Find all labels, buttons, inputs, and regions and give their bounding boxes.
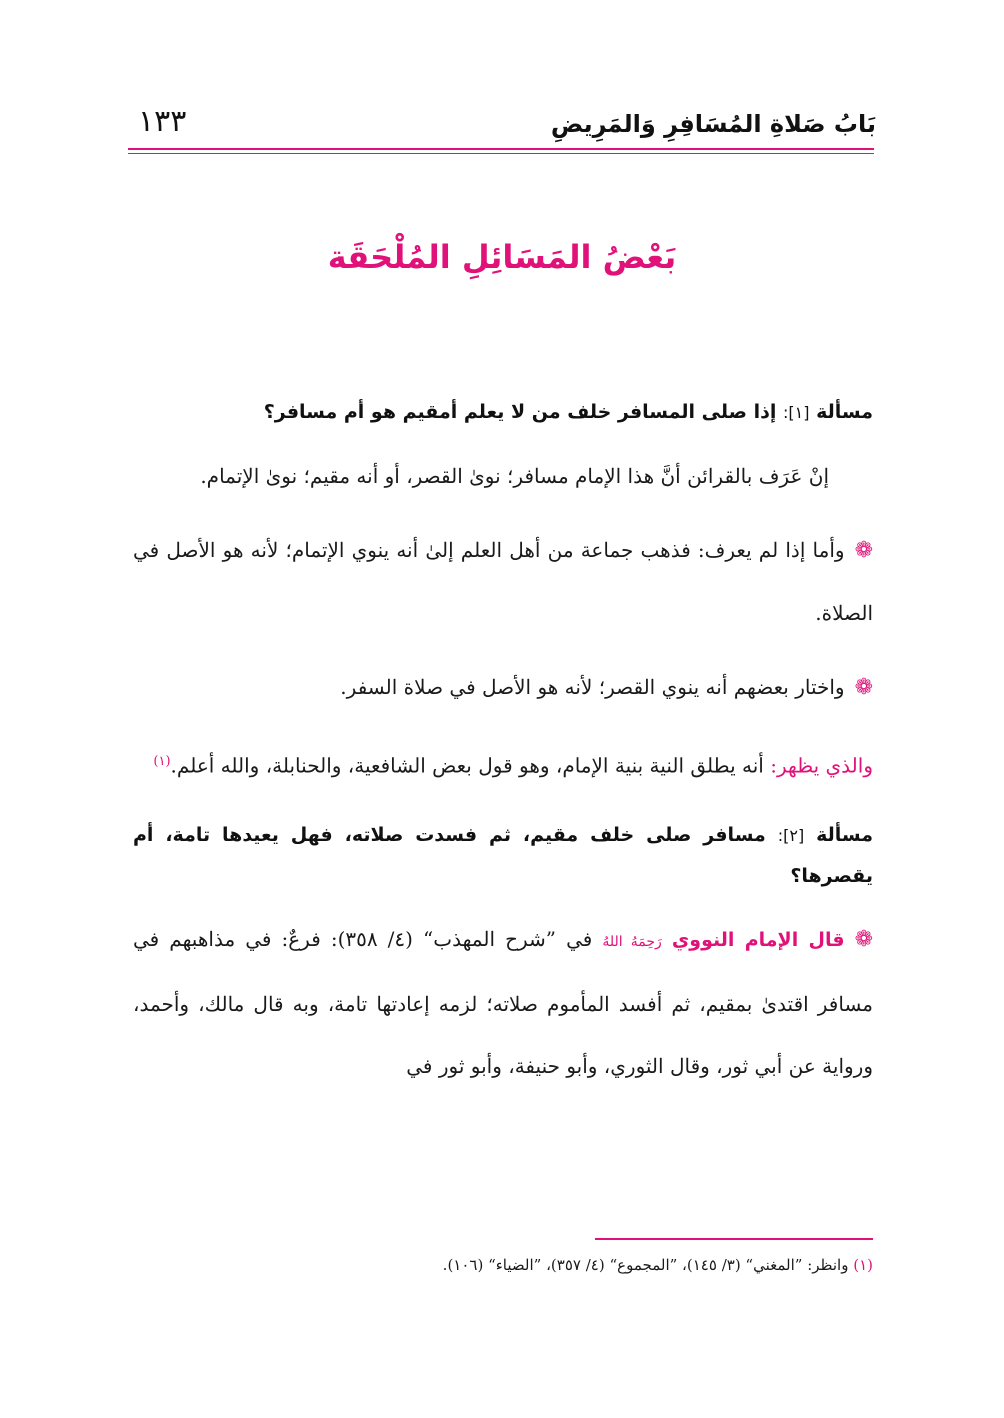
quote-paragraph <box>133 908 873 1097</box>
quote-pre-source: في <box>566 926 593 951</box>
quote-source: ”شرح المهذب“ <box>423 926 556 951</box>
flower-icon: ❁ <box>854 538 873 563</box>
question-1 <box>133 392 873 433</box>
question-number: [٢]: <box>777 825 805 845</box>
footnote-number: (١) <box>853 1256 873 1274</box>
paragraph-2 <box>133 519 873 644</box>
running-title: بَابُ صَلاةِ المُسَافِرِ وَالمَرِيضِ <box>550 110 876 138</box>
paragraph-4 <box>133 731 873 797</box>
question-label: مسألة <box>816 823 873 846</box>
flower-icon: ❁ <box>854 675 873 700</box>
header-rule <box>128 148 874 150</box>
question-number: [١]: <box>783 403 810 422</box>
paragraph-4-text: أنه يطلق النية بنية الإمام، وهو قول بعض الشافعية، والحنابلة، والله أعلم. <box>170 753 764 778</box>
question-2 <box>133 815 873 896</box>
footnote-rule <box>595 1238 873 1240</box>
flower-icon: ❁ <box>854 926 874 952</box>
footnote-text: وانظر: ”المغني“ (٣/ ١٤٥)، ”المجموع“ (٤/ ٣٥٧)، ”الضياء“ (١٠٦). <box>442 1256 849 1274</box>
question-label: مسألة <box>816 401 873 423</box>
section-title: بَعْضُ المَسَائِلِ المُلْحَقَة <box>327 238 677 276</box>
paragraph-3 <box>133 656 873 719</box>
page-body <box>133 392 873 1097</box>
footnote <box>133 1256 873 1274</box>
header-rule-thin <box>128 153 874 154</box>
quote-text: فرعٌ: في مذاهبهم في مسافر اقتدىٰ بمقيم، ثم أفسد المأموم صلاته؛ لزمه إعادتها تامة، وبه قال مالك، وأحمد، ورواية عن أبي ثور، وقال الثوري، وأبو حنيفة، وأبو ثور في <box>133 926 873 1078</box>
question-text: مسافر صلى خلف مقيم، ثم فسدت صلاته، فهل يعيدها تامة، أم يقصرها؟ <box>133 823 873 887</box>
paragraph-2-text: وأما إذا لم يعرف: فذهب جماعة من أهل العلم إلىٰ أنه ينوي الإتمام؛ لأنه هو الأصل في الصلاة. <box>133 538 873 625</box>
paragraph-1: إنْ عَرَف بالقرائن أنَّ هذا الإمام مسافر؛ نوىٰ القصر، أو أنه مقيم؛ نوىٰ الإتمام. <box>200 464 829 488</box>
footnote-reference: (١) <box>153 754 171 769</box>
paragraph-3-text: واختار بعضهم أنه ينوي القصر؛ لأنه هو الأصل في صلاة السفر. <box>340 675 845 699</box>
quote-reference: (٤/ ٣٥٨): <box>330 926 413 951</box>
quote-speaker: قال الإمام النووي <box>671 928 845 951</box>
paragraph-4-lead: والذي يظهر: <box>770 753 873 778</box>
page-number: ١٣٣ <box>138 104 187 139</box>
honorific: رَحِمَهُ اللهُ <box>602 933 662 950</box>
question-text: إذا صلى المسافر خلف من لا يعلم أمقيم هو أم مسافر؟ <box>263 401 777 423</box>
